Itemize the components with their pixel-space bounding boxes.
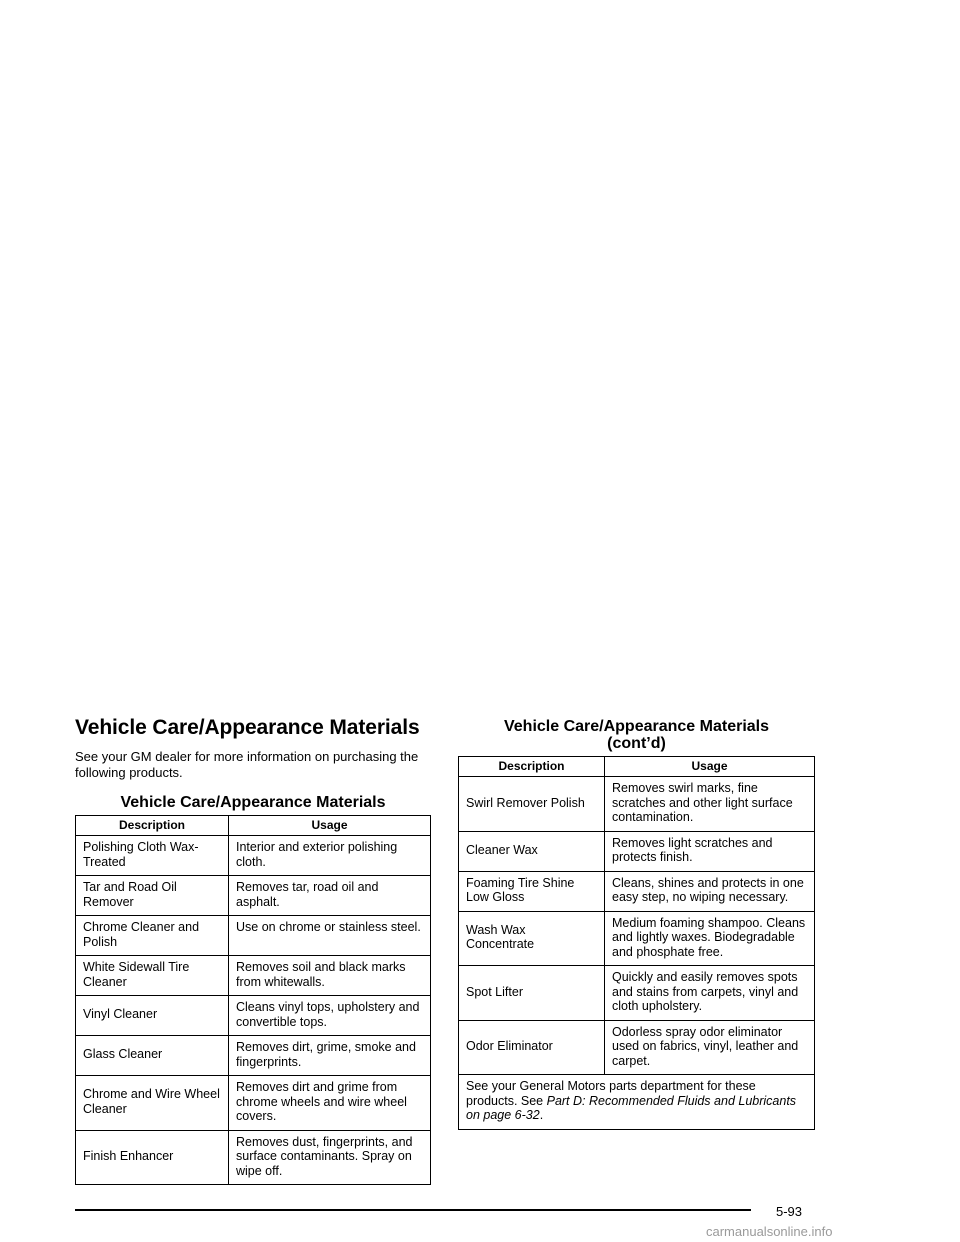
table-row <box>459 777 815 832</box>
table-row <box>76 1076 431 1131</box>
table-row <box>76 1130 431 1185</box>
table-title-continued <box>458 718 815 752</box>
description-cell: Swirl Remover Polish <box>459 777 605 832</box>
table-row <box>76 1036 431 1076</box>
description-cell: Finish Enhancer <box>76 1130 229 1185</box>
intro-paragraph: See your GM dealer for more information on purchasing the following products. <box>75 749 419 780</box>
care-materials-table-continued <box>458 756 815 1130</box>
description-cell: Cleaner Wax <box>459 831 605 871</box>
column-header-description: Description <box>459 757 605 777</box>
care-materials-table <box>75 815 431 1185</box>
table-row <box>459 911 815 966</box>
usage-cell: Cleans, shines and protects in one easy step, no wiping necessary. <box>605 871 815 911</box>
usage-cell: Odorless spray odor eliminator used on fabrics, vinyl, leather and carpet. <box>605 1020 815 1075</box>
table-row <box>459 871 815 911</box>
watermark: carmanualsonline.info <box>706 1224 833 1239</box>
usage-cell: Removes swirl marks, fine scratches and other light surface contamination. <box>605 777 815 832</box>
usage-cell: Removes tar, road oil and asphalt. <box>229 876 431 916</box>
usage-cell: Medium foaming shampoo. Cleans and lightly waxes. Biodegradable and phosphate free. <box>605 911 815 966</box>
usage-cell: Quickly and easily removes spots and stains from carpets, vinyl and cloth upholstery. <box>605 966 815 1021</box>
table-row <box>76 916 431 956</box>
table-row <box>76 876 431 916</box>
table-note <box>459 1075 815 1130</box>
column-header-usage: Usage <box>605 757 815 777</box>
description-cell: Polishing Cloth Wax-Treated <box>76 836 229 876</box>
usage-cell: Removes dust, fingerprints, and surface contaminants. Spray on wipe off. <box>229 1130 431 1185</box>
table-row <box>76 996 431 1036</box>
table-row <box>76 956 431 996</box>
note-text: See your General Motors parts department for these products. See <box>466 1079 756 1108</box>
table-row <box>76 836 431 876</box>
description-cell: Vinyl Cleaner <box>76 996 229 1036</box>
footer-rule <box>75 1209 751 1211</box>
table-row <box>459 966 815 1021</box>
usage-cell: Cleans vinyl tops, upholstery and convertible tops. <box>229 996 431 1036</box>
table-note-row <box>459 1075 815 1130</box>
table-title-line-2: (cont’d) <box>607 735 666 752</box>
description-cell: Tar and Road Oil Remover <box>76 876 229 916</box>
table-header-row <box>459 757 815 777</box>
description-cell: Chrome and Wire Wheel Cleaner <box>76 1076 229 1131</box>
column-header-usage: Usage <box>229 816 431 836</box>
description-cell: Foaming Tire Shine Low Gloss <box>459 871 605 911</box>
description-cell: Spot Lifter <box>459 966 605 1021</box>
cross-reference-link[interactable]: Part D: Recommended Fluids and Lubricants on page 6-32 <box>466 1093 797 1122</box>
table-row <box>459 1020 815 1075</box>
page-number: 5-93 <box>776 1204 803 1219</box>
section-heading: Vehicle Care/Appearance Materials <box>75 716 420 739</box>
usage-cell: Use on chrome or stainless steel. <box>229 916 431 956</box>
table-row <box>459 831 815 871</box>
usage-cell: Removes soil and black marks from whitewalls. <box>229 956 431 996</box>
description-cell: Chrome Cleaner and Polish <box>76 916 229 956</box>
description-cell: White Sidewall Tire Cleaner <box>76 956 229 996</box>
usage-cell: Removes light scratches and protects finish. <box>605 831 815 871</box>
table-title: Vehicle Care/Appearance Materials <box>120 794 386 811</box>
usage-cell: Interior and exterior polishing cloth. <box>229 836 431 876</box>
description-cell: Glass Cleaner <box>76 1036 229 1076</box>
right-column <box>458 718 815 1130</box>
table-title-line-1: Vehicle Care/Appearance Materials <box>503 718 770 735</box>
description-cell: Wash Wax Concentrate <box>459 911 605 966</box>
usage-cell: Removes dirt, grime, smoke and fingerprints. <box>229 1036 431 1076</box>
table-header-row <box>76 816 431 836</box>
left-column <box>75 716 431 1185</box>
usage-cell: Removes dirt and grime from chrome wheels and wire wheel covers. <box>229 1076 431 1131</box>
column-header-description: Description <box>76 816 229 836</box>
note-suffix: . <box>539 1108 544 1122</box>
description-cell: Odor Eliminator <box>459 1020 605 1075</box>
